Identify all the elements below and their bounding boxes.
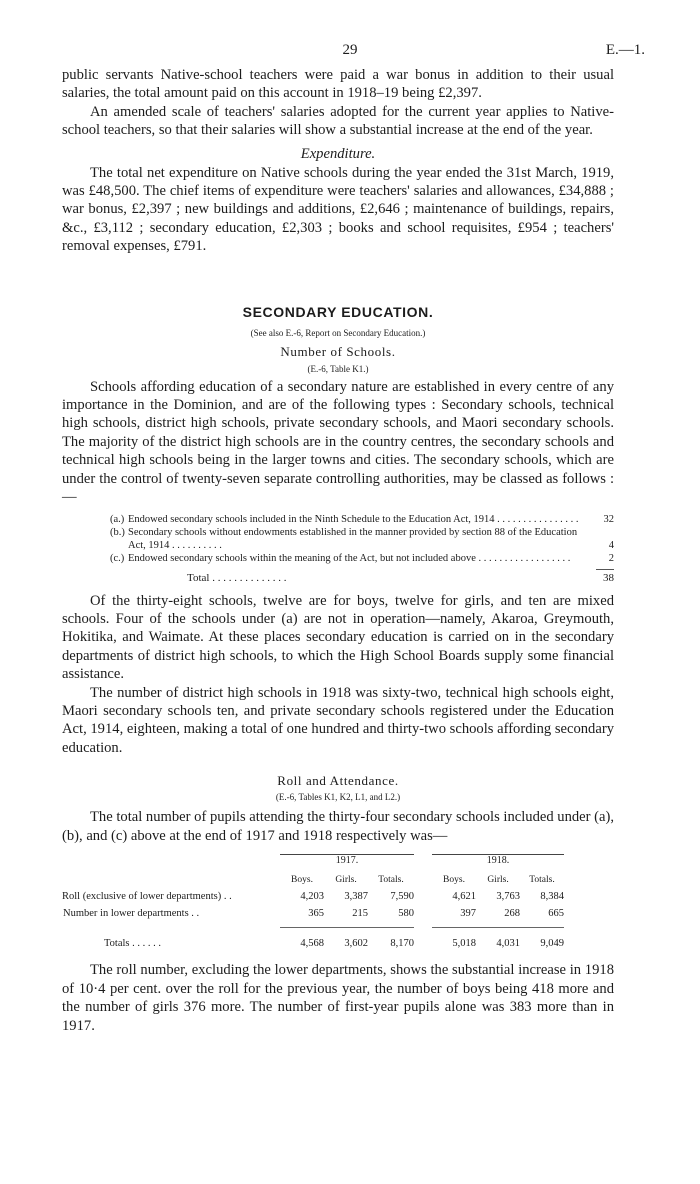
roll-closing-paragraph: The roll number, excluding the lower departments, shows the substantial increase in 1918 of 10·4 per cent. over the roll for the previous year, the number of boys being 418 more and the number of girls 376 more. The number of first-year pupils alone was 383 more than in 1917. — [62, 962, 614, 1034]
list-item-label: (a.) — [110, 513, 125, 525]
secondary-education-note: (See also E.-6, Report on Secondary Education.) — [250, 327, 426, 338]
page-body — [62, 66, 614, 1035]
list-item — [62, 526, 614, 552]
table-cell: 9,049 — [540, 938, 564, 950]
expenditure-heading: Expenditure. — [300, 145, 376, 162]
table-cell: 4,621 — [452, 890, 476, 902]
expenditure-paragraph: The total net expenditure on Native schools during the year ended the 31st March, 1919, was £48,500. The chief items of expenditure were teachers' salaries and allowances, £34,888 ; war bonus, £2,397 ; new buildings and additions, £2,646 ; maintenance of buildings, repairs, &c., £3,112 ; secondary education, £2,303 ; books and school requisites, £954 ; teachers' removal expenses, £791. — [62, 164, 614, 255]
list-total-value: 38 — [603, 571, 614, 584]
column-header: Totals. — [529, 874, 555, 885]
table-totals-row — [62, 927, 564, 949]
list-item-value: 32 — [603, 513, 614, 525]
number-of-schools-heading: Number of Schools. — [280, 343, 396, 359]
list-item-label: (b.) — [110, 526, 125, 538]
table-header-row — [62, 868, 564, 885]
table-cell: 8,384 — [540, 890, 564, 902]
year-header: 1918. — [432, 851, 564, 868]
school-class-list — [62, 513, 614, 588]
intro-paragraph: public servants Native-school teachers were paid a war bonus in addition to their usual salaries, the total amount paid on this account in 1918–19 being £2,397. — [62, 67, 614, 102]
list-total-label: Total . . . . . . . . . . . . . . — [187, 571, 287, 584]
intro-paragraph: An amended scale of teachers' salaries adopted for the current year applies to Native-school teachers, so that their salaries will show a substantial increase at the end of the year. — [62, 103, 614, 139]
total-rule — [596, 569, 614, 570]
list-item-text: Secondary schools without endowments established in the manner provided by section 88 of the Education Act, 1914 . . . . . . . . . . — [128, 526, 578, 551]
roll-intro-paragraph: The total number of pupils attending the thirty-four secondary schools included under (a), (b), and (c) above at the end of 1917 and 1918 respectively was— — [62, 809, 615, 844]
list-item — [62, 513, 614, 526]
table-cell: 3,602 — [344, 938, 368, 950]
year-header: 1917. — [280, 851, 414, 868]
totals-label: Totals . . . . . . — [104, 938, 162, 950]
table-cell: 268 — [504, 907, 520, 919]
secondary-paragraph: Of the thirty-eight schools, twelve are for boys, twelve for girls, and ten are mixed schools. Four of the schools under (a) are not in operation—namely, Akaroa, Greymouth, Hokitika, and Waimate. At these places secondary education is carried on in the secondary departments of district high schools, to which the High School Boards supply some financial assistance. — [62, 592, 614, 683]
column-header: Girls. — [487, 874, 509, 885]
table-cell: 8,170 — [390, 938, 414, 950]
roll-attendance-heading: Roll and Attendance. — [277, 773, 399, 789]
table-cell: 3,387 — [344, 890, 368, 902]
section-code: E.—1. — [605, 42, 645, 58]
table-year-row — [62, 851, 564, 868]
attendance-table — [62, 851, 564, 950]
table-cell: 365 — [308, 907, 324, 919]
table-cell: 4,568 — [300, 938, 324, 950]
secondary-education-heading: SECONDARY EDUCATION. — [242, 303, 434, 320]
table-cell: 580 — [398, 907, 414, 919]
table-cell: 665 — [548, 907, 564, 919]
column-header: Totals. — [378, 874, 404, 885]
column-header: Boys. — [443, 874, 465, 885]
table-cell: 5,018 — [452, 938, 476, 950]
number-of-schools-note: (E.-6, Table K1.) — [307, 363, 369, 374]
column-header: Boys. — [291, 874, 313, 885]
row-label: Number in lower departments . . — [63, 907, 200, 919]
page-number: 29 — [342, 42, 358, 58]
list-item-text: Endowed secondary schools included in the Ninth Schedule to the Education Act, 1914 . . . . . . . . . . . . . . . . — [128, 513, 579, 525]
list-total-row — [62, 572, 614, 588]
list-item-text: Endowed secondary schools within the meaning of the Act, but not included above . . . . . . . . . . . . . . . . . . — [128, 552, 571, 564]
list-item-label: (c.) — [110, 552, 125, 564]
table-rule-row — [62, 919, 564, 928]
table-cell: 3,763 — [496, 890, 520, 902]
column-header: Girls. — [335, 874, 357, 885]
table-cell: 7,590 — [390, 890, 414, 902]
table-row — [62, 885, 564, 902]
secondary-paragraph: The number of district high schools in 1918 was sixty-two, technical high schools eight, Maori secondary schools ten, and private secondary schools registered under the Education Act, 1914, eighteen, making a total of one hundred and thirty-two schools affording secondary education. — [62, 684, 614, 756]
list-item-value: 2 — [608, 552, 614, 564]
table-cell: 215 — [352, 907, 368, 919]
roll-attendance-note: (E.-6, Tables K1, K2, L1, and L2.) — [275, 792, 401, 803]
table-cell: 397 — [460, 907, 476, 919]
table-cell: 4,203 — [300, 890, 324, 902]
list-item — [62, 552, 614, 565]
table-cell: 4,031 — [496, 938, 520, 950]
row-label: Roll (exclusive of lower departments) . . — [62, 890, 232, 902]
page-header — [0, 42, 700, 62]
table-row — [62, 902, 564, 919]
secondary-paragraph: Schools affording education of a secondary nature are established in every centre of any importance in the Dominion, and are of the following types : Secondary schools, technical high schools, district high schools, private secondary schools, and Maori secondary schools. The majority of the district high schools are in the country centres, the secondary schools and technical high schools being in the larger towns and cities. The secondary schools, which are under the control of twenty-seven separate controlling authorities, may be classed as follows :— — [62, 378, 614, 506]
list-item-value: 4 — [608, 539, 614, 551]
